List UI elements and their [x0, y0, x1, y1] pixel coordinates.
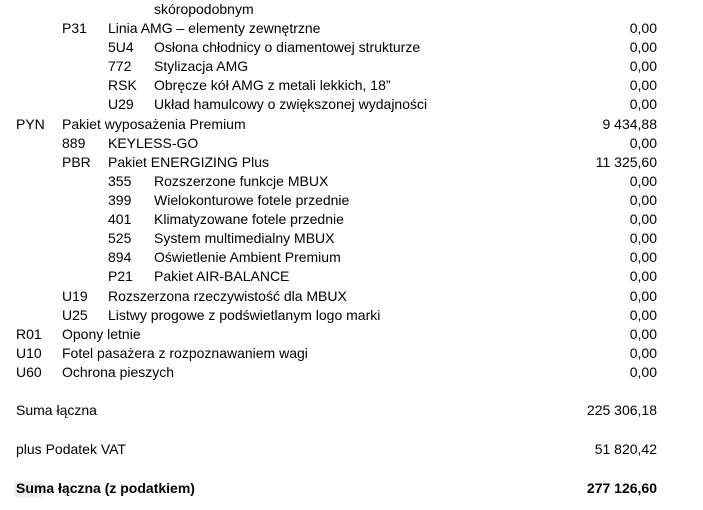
- table-row: [0, 57, 703, 76]
- item-code: RSK: [108, 77, 137, 93]
- table-row: [0, 76, 703, 95]
- item-description: Listwy progowe z podświetlanym logo marki: [108, 307, 381, 323]
- item-code: U60: [16, 364, 42, 380]
- item-code: P21: [108, 268, 133, 284]
- table-row: [0, 115, 703, 134]
- item-code: 355: [108, 173, 132, 189]
- vat-row: [0, 440, 703, 459]
- item-amount: 0,00: [629, 192, 657, 208]
- continuation-line: [0, 0, 703, 19]
- item-amount: 0,00: [629, 39, 657, 55]
- item-code: 5U4: [108, 39, 134, 55]
- vat-amount: 51 820,42: [594, 441, 657, 457]
- item-amount: 0,00: [629, 307, 657, 323]
- item-code: 889: [62, 135, 86, 151]
- table-row: [0, 306, 703, 325]
- table-row: [0, 287, 703, 306]
- item-description: KEYLESS-GO: [108, 135, 199, 151]
- item-code: 894: [108, 249, 132, 265]
- item-amount: 0,00: [629, 345, 657, 361]
- item-amount: 0,00: [629, 211, 657, 227]
- item-amount: 0,00: [629, 173, 657, 189]
- item-description: Linia AMG – elementy zewnętrzne: [108, 20, 321, 36]
- item-code: P31: [62, 20, 87, 36]
- grand-total-label: Suma łączna (z podatkiem): [16, 480, 195, 496]
- item-code: U25: [62, 307, 88, 323]
- table-row: [0, 325, 703, 344]
- item-amount: 0,00: [629, 230, 657, 246]
- item-amount: 0,00: [629, 364, 657, 380]
- item-description: System multimedialny MBUX: [154, 230, 335, 246]
- item-description: Pakiet ENERGIZING Plus: [108, 154, 270, 170]
- item-description: Rozszerzone funkcje MBUX: [154, 173, 329, 189]
- item-code: U29: [108, 96, 134, 112]
- table-row: [0, 95, 703, 114]
- grand-total-row: [0, 479, 703, 498]
- table-row: [0, 229, 703, 248]
- item-code: 525: [108, 230, 132, 246]
- subtotal-label: Suma łączna: [16, 402, 97, 418]
- table-row: [0, 134, 703, 153]
- vat-label: plus Podatek VAT: [16, 441, 126, 457]
- item-code: U10: [16, 345, 42, 361]
- table-row: [0, 38, 703, 57]
- item-code: U19: [62, 288, 88, 304]
- item-amount: 0,00: [629, 249, 657, 265]
- item-code: 401: [108, 211, 132, 227]
- table-row: [0, 19, 703, 38]
- table-row: [0, 191, 703, 210]
- continuation-text: skóropodobnym: [154, 1, 254, 17]
- item-amount: 0,00: [629, 77, 657, 93]
- table-row: [0, 153, 703, 172]
- item-description: Opony letnie: [62, 326, 141, 342]
- item-description: Rozszerzona rzeczywistość dla MBUX: [108, 288, 347, 304]
- item-amount: 0,00: [629, 326, 657, 342]
- item-code: 399: [108, 192, 132, 208]
- item-description: Wielokonturowe fotele przednie: [154, 192, 350, 208]
- item-description: Pakiet AIR-BALANCE: [154, 268, 290, 284]
- table-row: [0, 172, 703, 191]
- grand-total-amount: 277 126,60: [586, 480, 657, 496]
- item-amount: 0,00: [629, 288, 657, 304]
- item-description: Oświetlenie Ambient Premium: [154, 249, 341, 265]
- item-amount: 9 434,88: [602, 116, 657, 132]
- item-code: PBR: [62, 154, 91, 170]
- item-description: Osłona chłodnicy o diamentowej strukturze: [154, 39, 421, 55]
- item-description: Układ hamulcowy o zwiększonej wydajności: [154, 96, 428, 112]
- subtotal-row: [0, 401, 703, 420]
- item-code: PYN: [16, 116, 45, 132]
- table-row: [0, 248, 703, 267]
- table-row: [0, 267, 703, 286]
- item-code: R01: [16, 326, 42, 342]
- table-row: [0, 210, 703, 229]
- item-amount: 0,00: [629, 20, 657, 36]
- scan-smudge: [14, 481, 44, 497]
- item-description: Obręcze kół AMG z metali lekkich, 18”: [154, 77, 391, 93]
- subtotal-amount: 225 306,18: [586, 402, 657, 418]
- table-row: [0, 344, 703, 363]
- item-amount: 0,00: [629, 58, 657, 74]
- item-description: Stylizacja AMG: [154, 58, 249, 74]
- item-amount: 0,00: [629, 135, 657, 151]
- item-code: 772: [108, 58, 132, 74]
- table-row: [0, 363, 703, 382]
- item-amount: 0,00: [629, 96, 657, 112]
- item-amount: 0,00: [629, 268, 657, 284]
- item-description: Pakiet wyposażenia Premium: [62, 116, 246, 132]
- item-description: Fotel pasażera z rozpoznawaniem wagi: [62, 345, 308, 361]
- item-description: Ochrona pieszych: [62, 364, 175, 380]
- item-amount: 11 325,60: [595, 154, 657, 170]
- item-description: Klimatyzowane fotele przednie: [154, 211, 344, 227]
